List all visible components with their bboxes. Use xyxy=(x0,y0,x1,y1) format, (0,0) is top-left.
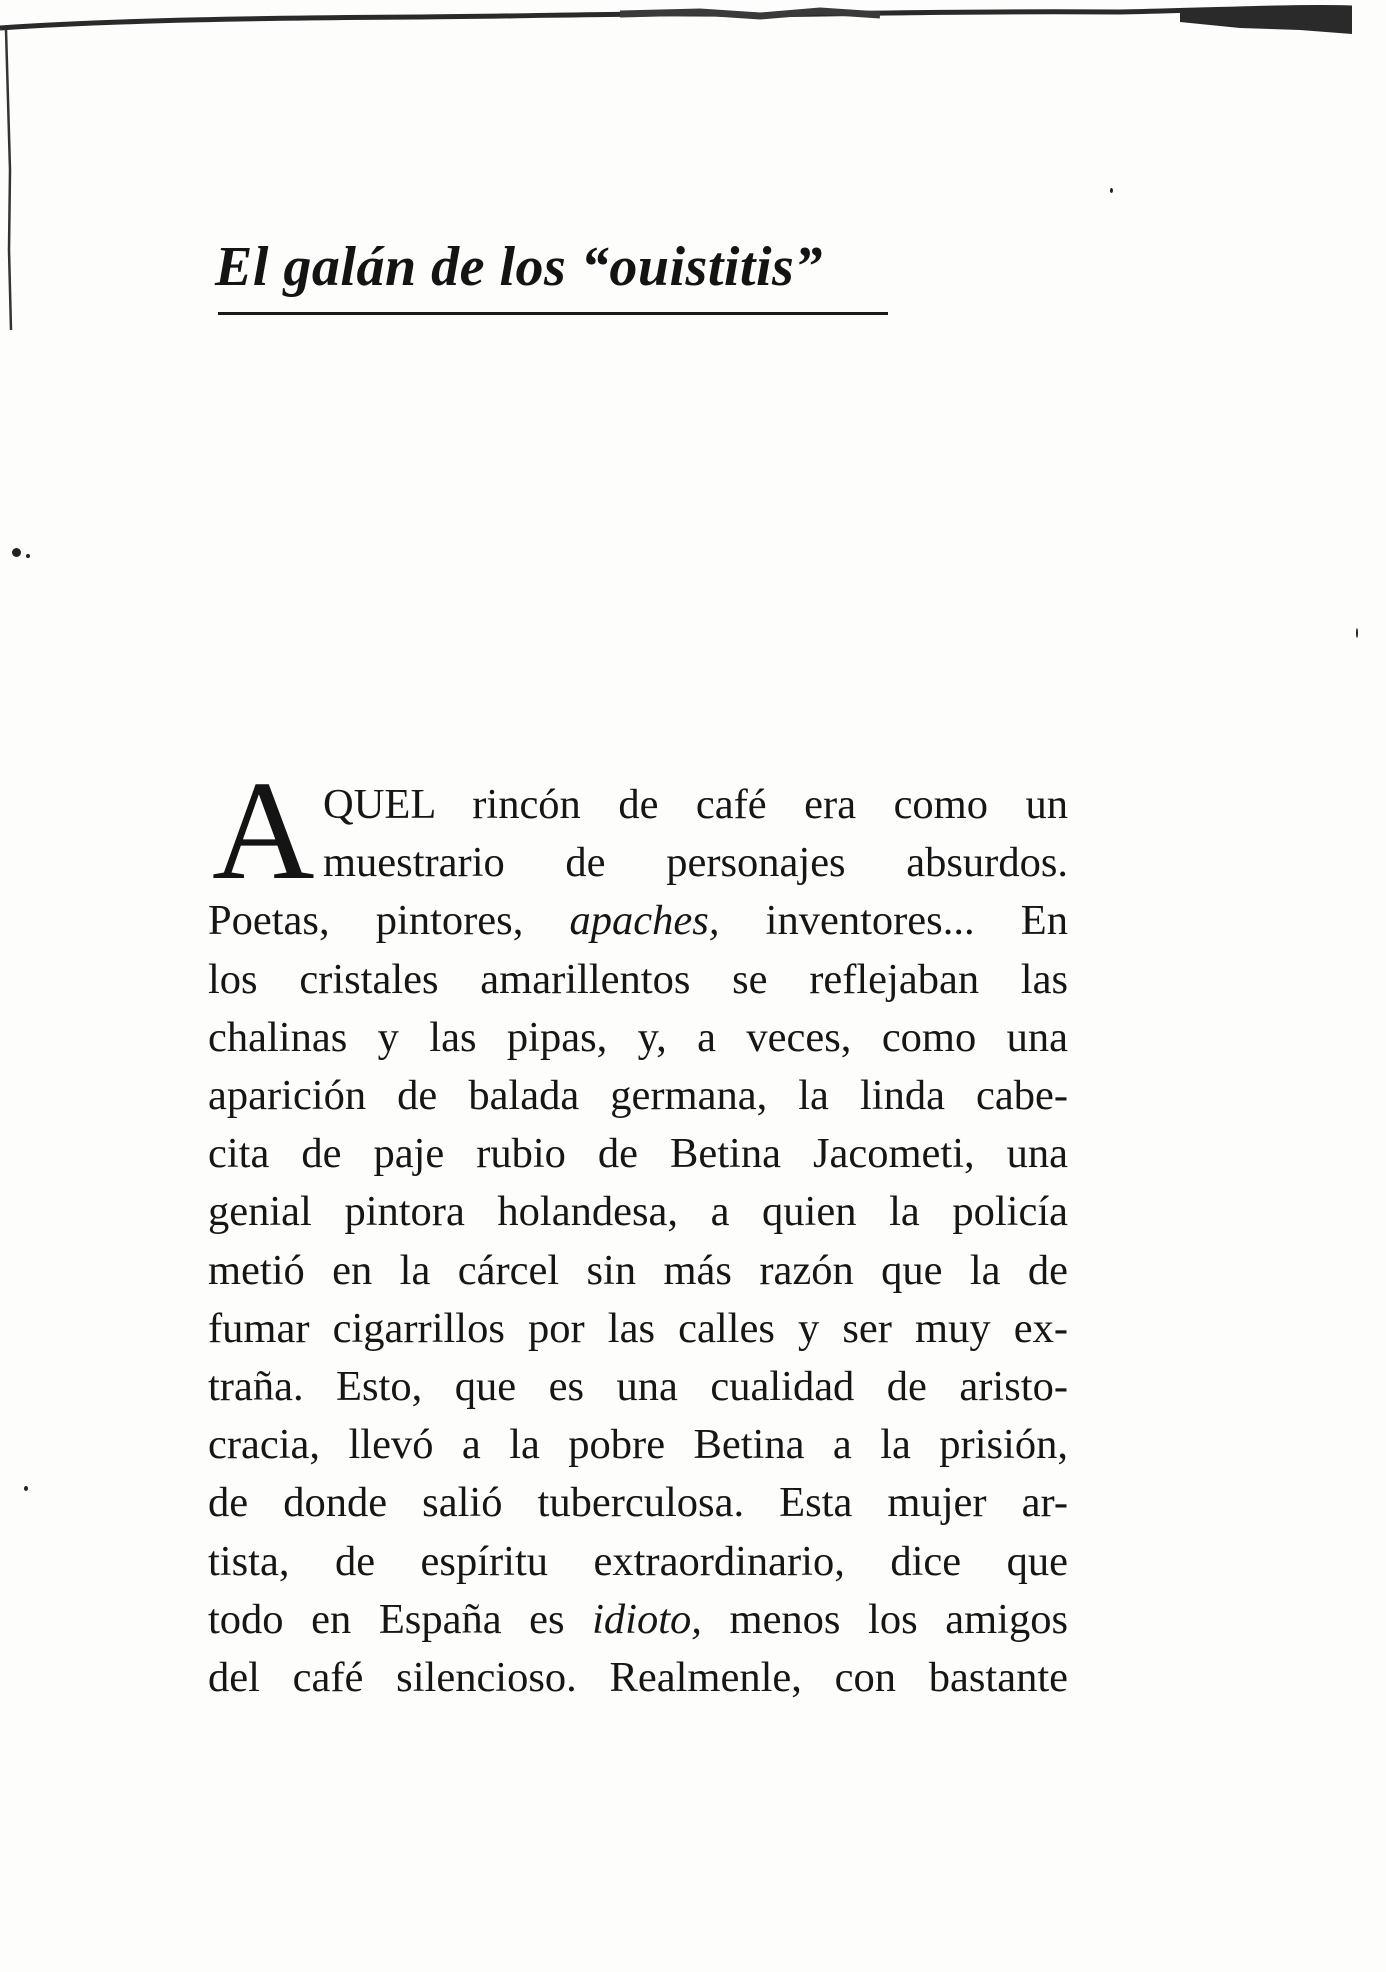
text-line: aparición de balada germana, la linda cabe- xyxy=(208,1072,1068,1120)
scan-speck xyxy=(1110,188,1113,193)
text-segment: Poetas, pintores, xyxy=(208,897,570,945)
text-line: genial pintora holandesa, a quien la policía xyxy=(208,1188,1068,1236)
text-line: muestrario de personajes absurdos. xyxy=(323,839,1068,887)
text-line: del café silencioso. Realmenle, con bastante xyxy=(208,1654,1068,1702)
italic-word: apaches, xyxy=(569,897,720,945)
scan-speck xyxy=(24,1486,28,1491)
scan-speck xyxy=(26,554,30,558)
title-underline xyxy=(218,312,888,315)
scan-top-edge xyxy=(0,0,1352,36)
text-segment: todo en España es xyxy=(208,1595,593,1643)
scan-speck xyxy=(12,548,21,557)
text-line: los cristales amarillentos se reflejaban las xyxy=(208,955,1068,1003)
text-line: fumar cigarrillos por las calles y ser muy ex- xyxy=(208,1304,1068,1352)
text-line: tista, de espíritu extraordinario, dice que xyxy=(208,1537,1068,1585)
body-paragraph xyxy=(208,776,1068,1707)
italic-word: idioto, xyxy=(592,1595,702,1643)
text-line xyxy=(208,892,1068,950)
drop-cap: A xyxy=(212,751,315,909)
scan-speck xyxy=(1356,628,1358,638)
text-line: de donde salió tuberculosa. Esta mujer ar- xyxy=(208,1479,1068,1527)
text-line: cracia, llevó a la pobre Betina a la prisión, xyxy=(208,1421,1068,1469)
text-line xyxy=(208,1591,1068,1649)
text-line: chalinas y las pipas, y, a veces, como una xyxy=(208,1013,1068,1061)
text-line: traña. Esto, que es una cualidad de aristo- xyxy=(208,1363,1068,1411)
text-segment: menos los amigos xyxy=(701,1595,1068,1643)
text-line: cita de paje rubio de Betina Jacometi, una xyxy=(208,1130,1068,1178)
text-line: QUEL rincón de café era como un xyxy=(323,781,1068,828)
text-line: metió en la cárcel sin más razón que la de xyxy=(208,1246,1068,1294)
scan-left-edge xyxy=(0,20,20,350)
text-segment: inventores... En xyxy=(719,897,1068,945)
chapter-title: El galán de los “ouistitis” xyxy=(215,236,823,298)
